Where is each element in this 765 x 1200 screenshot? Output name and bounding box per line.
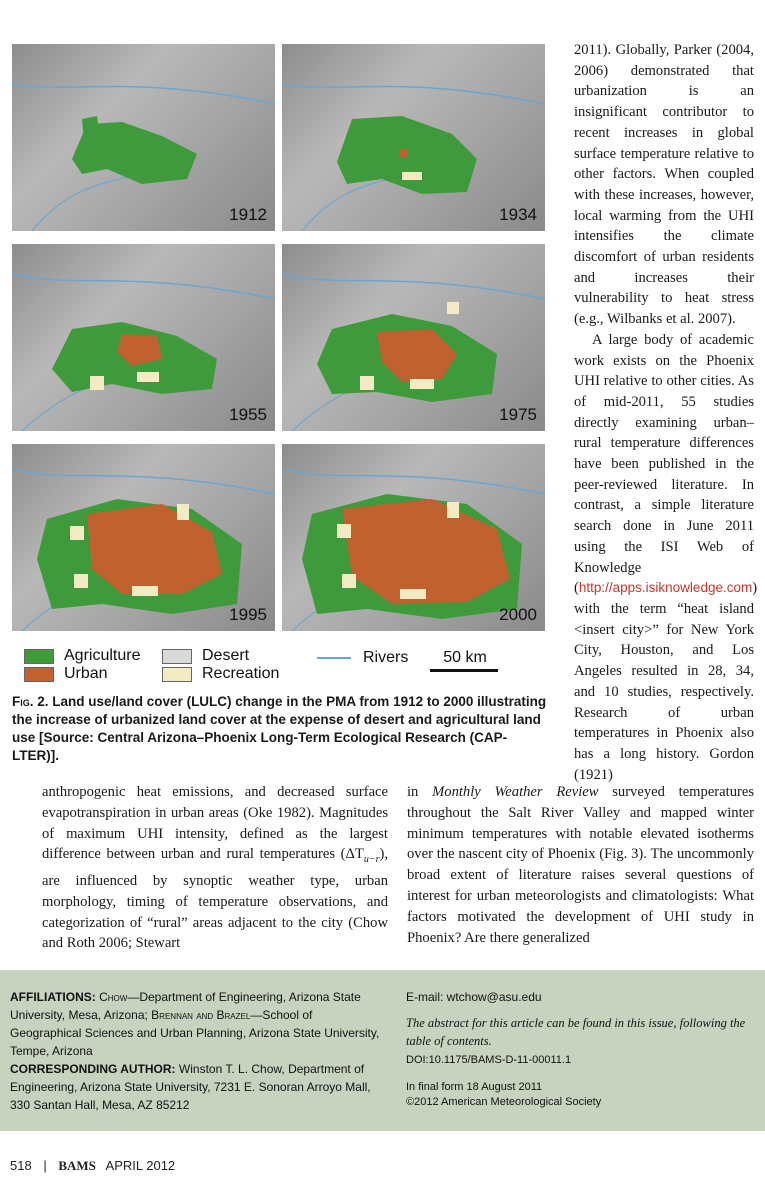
map-1995-graphic [12, 444, 275, 631]
legend-recreation: Recreation [162, 665, 279, 683]
abstract-note: The abstract for this article can be found in this issue, following the table of contents. [406, 1016, 746, 1048]
map-panel-1934 [282, 44, 545, 231]
doi: DOI:10.1175/BAMS-D-11-00011.1 [406, 1054, 572, 1066]
panel-year: 1955 [229, 405, 267, 424]
legend-urban: Urban [24, 665, 108, 683]
bottom-right-column [407, 782, 754, 948]
map-1975-graphic [282, 244, 545, 431]
urban-swatch [24, 667, 54, 682]
author-info-box [0, 970, 765, 1131]
panel-year: 1912 [229, 205, 267, 224]
paragraph: 2011). Globally, Parker (2004, 2006) demonstrated that urbanization is an insignificant contributor to recent increases in global surface temperature relative to other factors. When coupled with these increases, however, local warming from the UHI intensifies the climate discomfort of urban residents and increases their vulnerability to heat stress (e.g., Wilbanks et al. 2007). [574, 42, 754, 328]
scale-bar-line [430, 669, 498, 672]
recreation-swatch [162, 667, 192, 682]
journal-name: BAMS [58, 1158, 96, 1173]
scale-bar: 50 km [430, 649, 500, 672]
agriculture-swatch [24, 649, 54, 664]
legend-desert: Desert [162, 647, 249, 665]
lulc-figure [12, 44, 552, 684]
email: E-mail: wtchow@asu.edu [406, 990, 542, 1004]
caption-text: Land use/land cover (LULC) change in the PMA from 1912 to 2000 illustrating the increase of urbanized land cover at the expense of desert and agricultural land use [Source: Central Arizona–Phoenix Long-Term Ecological Research (CAP-LTER)]. [12, 694, 547, 763]
panel-year: 1995 [229, 605, 267, 624]
isi-link[interactable]: http://apps.isiknowledge.com [578, 580, 753, 596]
legend-agriculture: Agriculture [24, 647, 140, 665]
map-panel-1955 [12, 244, 275, 431]
paragraph: anthropogenic heat emissions, and decreased surface evapotranspiration in urban areas (Oke 1982). Magnitudes of maximum UHI intensity, defined as the largest difference between urban and rural temperatures $(\Delta T_{u-r})$, are influenced by synoptic weather type, urban morphology, timing of temperature observations, and categorization of “rural” areas adjacent to the city (Chow and Roth 2006; Stewart [42, 784, 388, 952]
issue-date: APRIL 2012 [105, 1158, 176, 1173]
map-1912-graphic [12, 44, 275, 231]
map-2000-graphic [282, 444, 545, 631]
final-form: In final form 18 August 2011 [406, 1081, 543, 1093]
figure-caption [12, 693, 552, 765]
paragraph: in Monthly Weather Review surveyed temperatures throughout the Salt River Valley and mapped winter minimum temperatures with notable elevated isotherms over the nascent city of Phoenix (Fig. 3). The uncommonly broad extent of literature raises several questions of interest for urban meteorologists and climatologists: What factors motivated the development of UHI study in Phoenix? Are there generalized [407, 784, 755, 946]
copyright: ©2012 American Meteorological Society [406, 1096, 602, 1108]
page-footer [10, 1158, 175, 1174]
page-number: 518 [10, 1158, 32, 1173]
caption-label: Fig. 2. [12, 694, 49, 709]
affiliations-block: AFFILIATIONS: Chow—Department of Engineering, Arizona State University, Mesa, Arizona; Brennan and Brazel—School of Geographical Sciences and Urban Planning, Arizona State University, Tempe, Arizona CORRESPONDING AUTHOR: Winston T. L. Chow, Department of Engineering, Arizona State University, 7231 E. Sonoran Arroyo Mall, 330 Santan Hall, Mesa, AZ 85212 [10, 990, 380, 1112]
paragraph: A large body of academic work exists on the Phoenix UHI relative to other cities. As of mid-2011, 55 studies directly examining urban–rural temperature differences have been published in the peer-reviewed literature. In contrast, a simple literature search done in June 2011 using the ISI Web of Knowledge (http://apps.isiknowledge.com) with the term “heat island <insert city>” for New York City, Houston, and Los Angeles resulted in 28, 34, and 10 studies, respectively. Research of urban temperatures in Phoenix also has a long history. Gordon (1921) [574, 331, 758, 783]
contact-block [406, 988, 756, 1110]
map-1934-graphic [282, 44, 545, 231]
map-panel-2000 [282, 444, 545, 631]
panel-year: 1975 [499, 405, 537, 424]
rivers-line-icon [317, 657, 351, 659]
bottom-left-column [42, 782, 388, 954]
panel-year: 2000 [499, 605, 537, 624]
map-panel-1995 [12, 444, 275, 631]
map-1955-graphic [12, 244, 275, 431]
desert-swatch [162, 649, 192, 664]
footer-separator: | [43, 1158, 47, 1173]
map-panel-1975 [282, 244, 545, 431]
legend-rivers: Rivers [317, 649, 408, 667]
map-panel-1912 [12, 44, 275, 231]
panel-year: 1934 [499, 205, 537, 224]
right-column-text [574, 40, 758, 785]
map-legend [12, 643, 552, 685]
